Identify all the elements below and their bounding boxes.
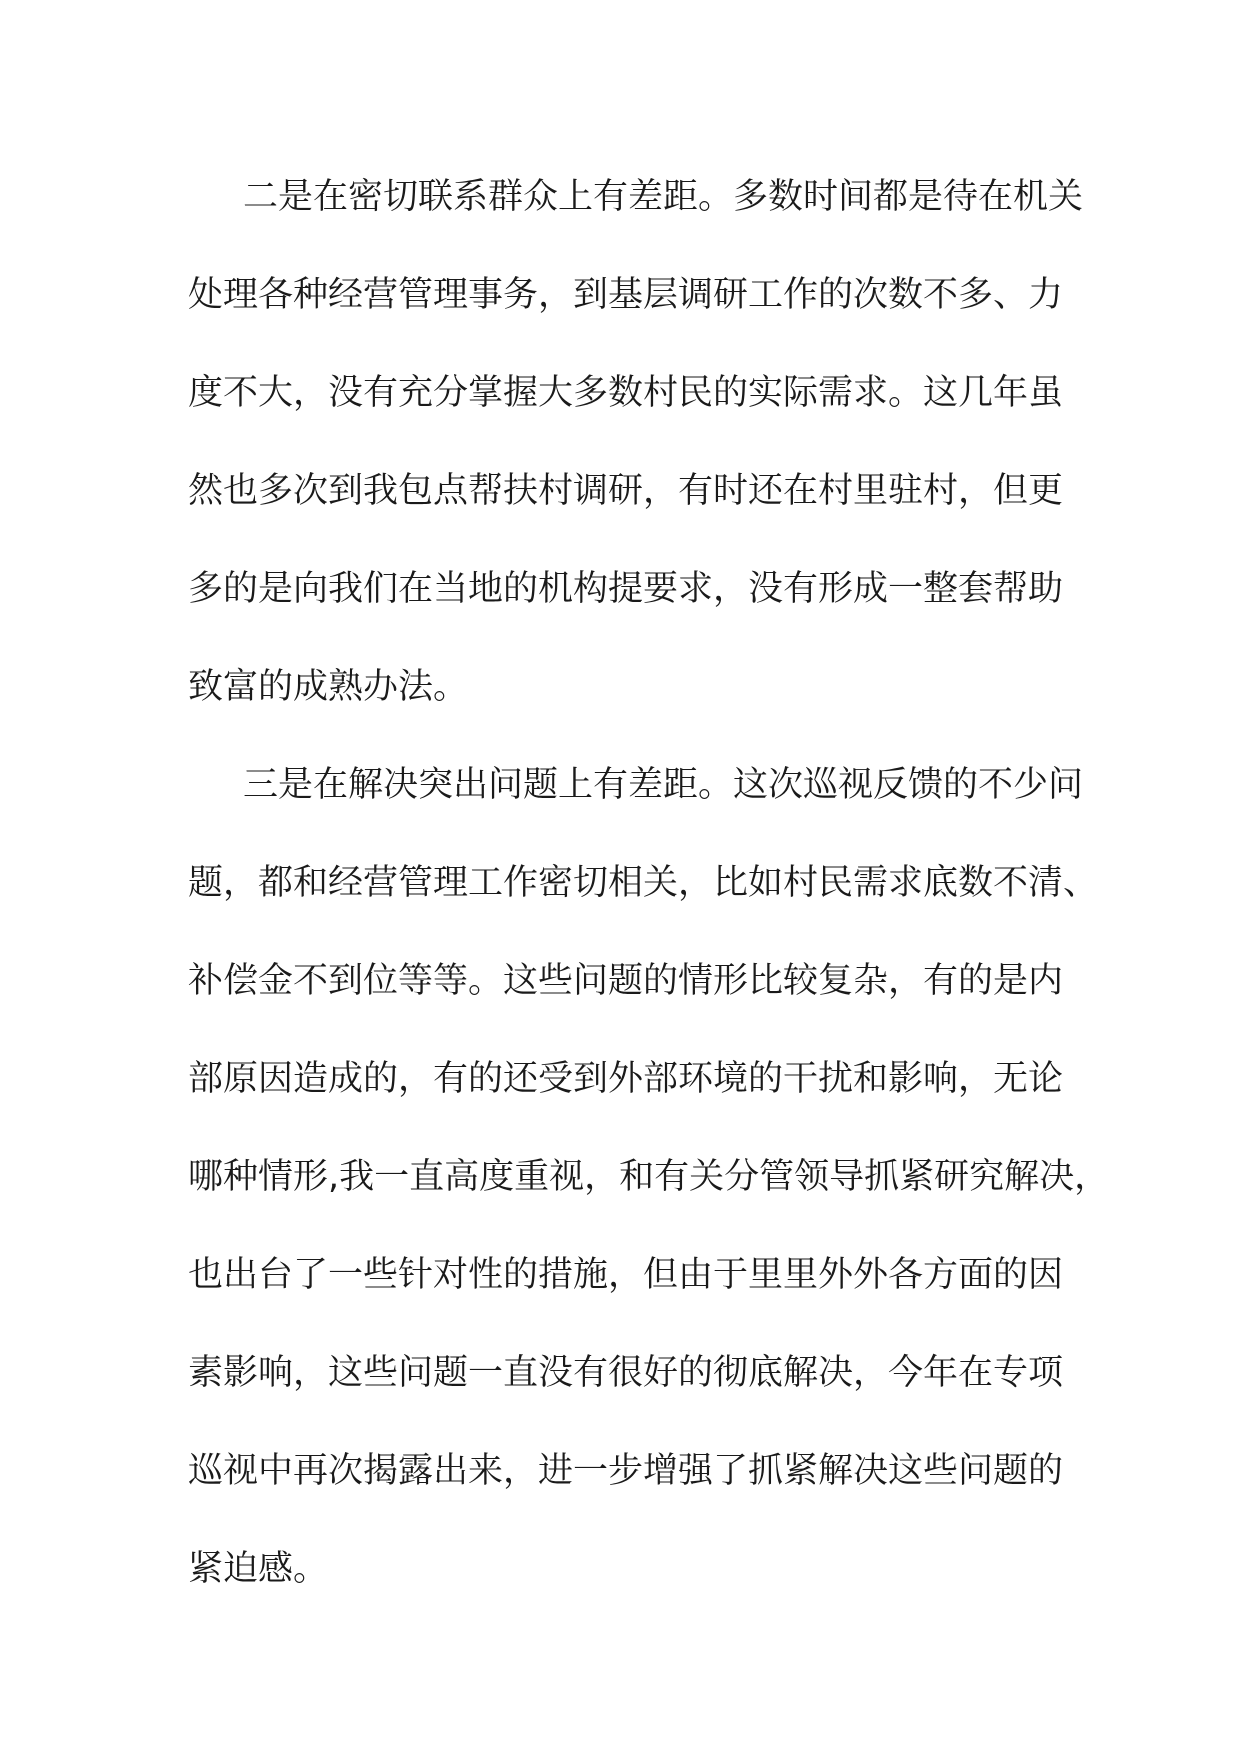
paragraph-line: 紧迫感。 [188,1549,329,1589]
paragraph-line: 三是在解决突出问题上有差距。这次巡视反馈的不少问 [243,765,1084,805]
paragraph-line: 然也多次到我包点帮扶村调研，有时还在村里驻村，但更 [188,471,1064,511]
paragraph-2 [188,736,1110,1618]
paragraph-1 [188,148,1084,736]
document-body [188,148,1110,1618]
paragraph-line: 二是在密切联系群众上有差距。多数时间都是待在机关 [243,177,1084,217]
paragraph-line: 巡视中再次揭露出来，进一步增强了抓紧解决这些问题的 [188,1451,1064,1491]
paragraph-line: 部原因造成的，有的还受到外部环境的干扰和影响，无论 [188,1059,1064,1099]
paragraph-line: 哪种情形,我一直高度重视，和有关分管领导抓紧研究解决， [188,1157,1110,1197]
paragraph-line: 题，都和经营管理工作密切相关，比如村民需求底数不清、 [188,863,1099,903]
paragraph-line: 素影响，这些问题一直没有很好的彻底解决，今年在专项 [188,1353,1064,1393]
paragraph-line: 处理各种经营管理事务，到基层调研工作的次数不多、力 [188,275,1064,315]
paragraph-line: 多的是向我们在当地的机构提要求，没有形成一整套帮助 [188,569,1064,609]
paragraph-line: 补偿金不到位等等。这些问题的情形比较复杂，有的是内 [188,961,1064,1001]
paragraph-line: 度不大，没有充分掌握大多数村民的实际需求。这几年虽 [188,373,1064,413]
paragraph-line: 也出台了一些针对性的措施，但由于里里外外各方面的因 [188,1255,1064,1295]
paragraph-line: 致富的成熟办法。 [188,667,469,707]
